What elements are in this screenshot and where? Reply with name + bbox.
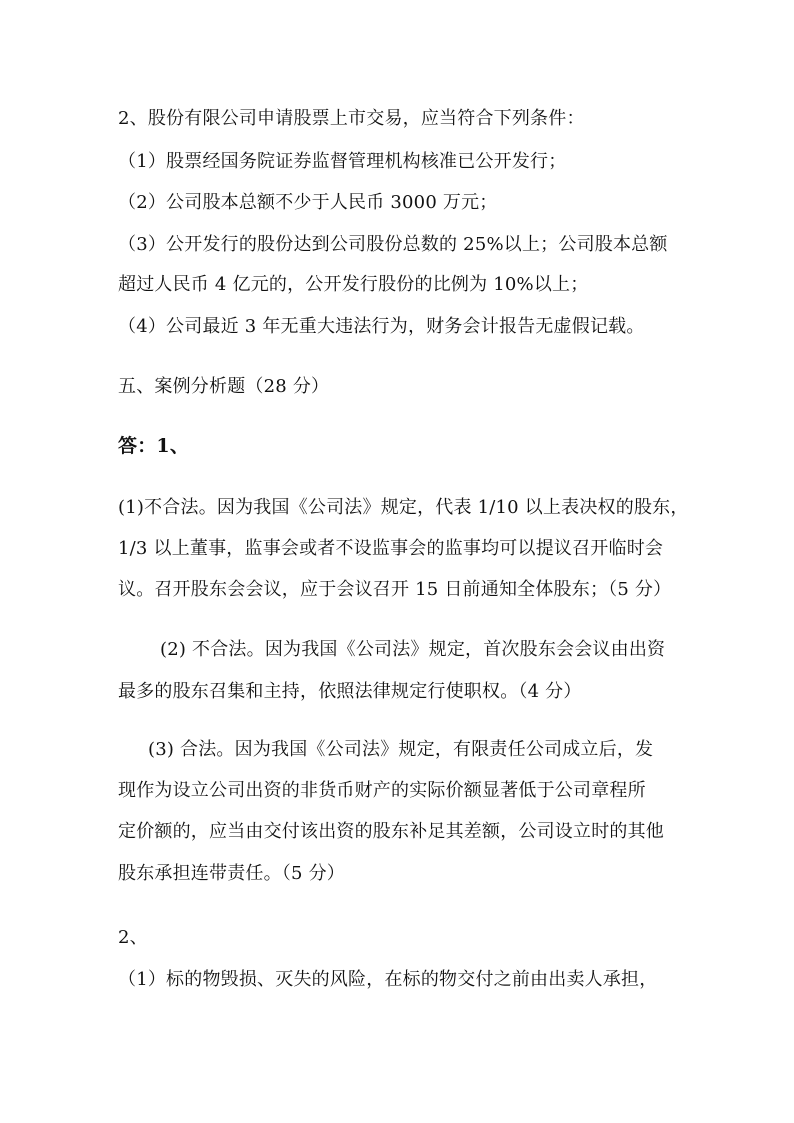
answer-1-item-1-line-2: 1/3 以上董事，监事会或者不设监事会的监事均可以提议召开临时会 xyxy=(118,538,664,559)
answer-label: 答：1、 xyxy=(118,435,190,457)
condition-3-line-2: 超过人民币 4 亿元的，公开发行股份的比例为 10%以上； xyxy=(118,274,589,295)
answer-1-item-3-line-4: 股东承担连带责任。（5 分） xyxy=(118,863,345,884)
condition-2: （2）公司股本总额不少于人民币 3000 万元； xyxy=(118,192,498,213)
answer-1-item-3-line-2: 现作为设立公司出资的非货币财产的实际价额显著低于公司章程所 xyxy=(118,780,646,801)
condition-4: （4）公司最近 3 年无重大违法行为，财务会计报告无虚假记载。 xyxy=(118,316,645,337)
answer-1-item-1-line-3: 议。召开股东会会议，应于会议召开 15 日前通知全体股东；（5 分） xyxy=(118,579,672,600)
answer-1-item-3-line-1: (3) 合法。因为我国《公司法》规定，有限责任公司成立后，发 xyxy=(148,739,654,760)
condition-1: （1）股票经国务院证券监督管理机构核准已公开发行； xyxy=(118,151,567,172)
section-5-heading: 五、案例分析题（28 分） xyxy=(118,376,330,397)
condition-3-line-1: （3）公开发行的股份达到公司股份总数的 25%以上；公司股本总额 xyxy=(118,234,668,255)
answer-1-item-2-line-1: (2) 不合法。因为我国《公司法》规定，首次股东会会议由出资 xyxy=(160,639,666,660)
answer-2-label: 2、 xyxy=(118,927,148,948)
answer-1-item-3-line-3: 定价额的，应当由交付该出资的股东补足其差额，公司设立时的其他 xyxy=(118,821,664,842)
answer-1-item-2-line-2: 最多的股东召集和主持，依照法律规定行使职权。（4 分） xyxy=(118,681,582,702)
question-2-title: 2、股份有限公司申请股票上市交易，应当符合下列条件： xyxy=(118,108,585,129)
answer-1-item-1-line-1: (1)不合法。因为我国《公司法》规定，代表 1/10 以上表决权的股东， xyxy=(118,497,689,518)
answer-2-item-1-line-1: （1）标的物毁损、灭失的风险，在标的物交付之前由出卖人承担， xyxy=(118,969,658,990)
